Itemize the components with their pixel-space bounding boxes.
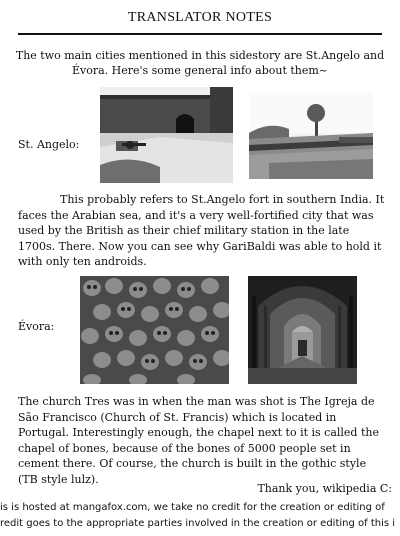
st-angelo-label: St. Angelo: (18, 138, 80, 151)
st-angelo-paragraph (18, 192, 388, 270)
credit-line-2: redit goes to the appropriate parties involved in the creation or editing of this i (0, 518, 396, 529)
st-angelo-paragraph-text: This probably refers to St.Angelo fort in southern India. It faces the Arabian sea, and it's a very well-fortified city that was used by the British as their chief military station in the late 1700s. There. Now you can see why GariBaldi was able to hold it with only ten androids. (18, 193, 385, 268)
evora-label: Évora: (18, 320, 55, 333)
st-angelo-fort-gate-photo (100, 87, 233, 183)
st-angelo-fort-ramparts-photo (249, 93, 373, 179)
page-title: TRANSLATOR NOTES (127, 10, 273, 25)
thanks-note: Thank you, wikipedia C: (257, 482, 392, 495)
title-divider (18, 33, 382, 35)
credit-line-1: is is hosted at mangafox.com, we take no credit for the creation or editing of (0, 502, 385, 513)
evora-paragraph: The church Tres was in when the man was shot is The Igreja de São Francisco (Church of St. Francis) which is located in Portugal. Interestingly enough, the chapel next to it is called the chapel of bones, because of the bones of 5000 people set in cement there. Of course, the church is built in the gothic style (TB style lulz). (18, 395, 379, 486)
intro-text: The two main cities mentioned in this sidestory are St.Angelo and Évora. Here's some general info about them~ (15, 49, 385, 77)
evora-chapel-of-bones-photo (80, 276, 229, 384)
evora-church-interior-photo (248, 276, 357, 384)
